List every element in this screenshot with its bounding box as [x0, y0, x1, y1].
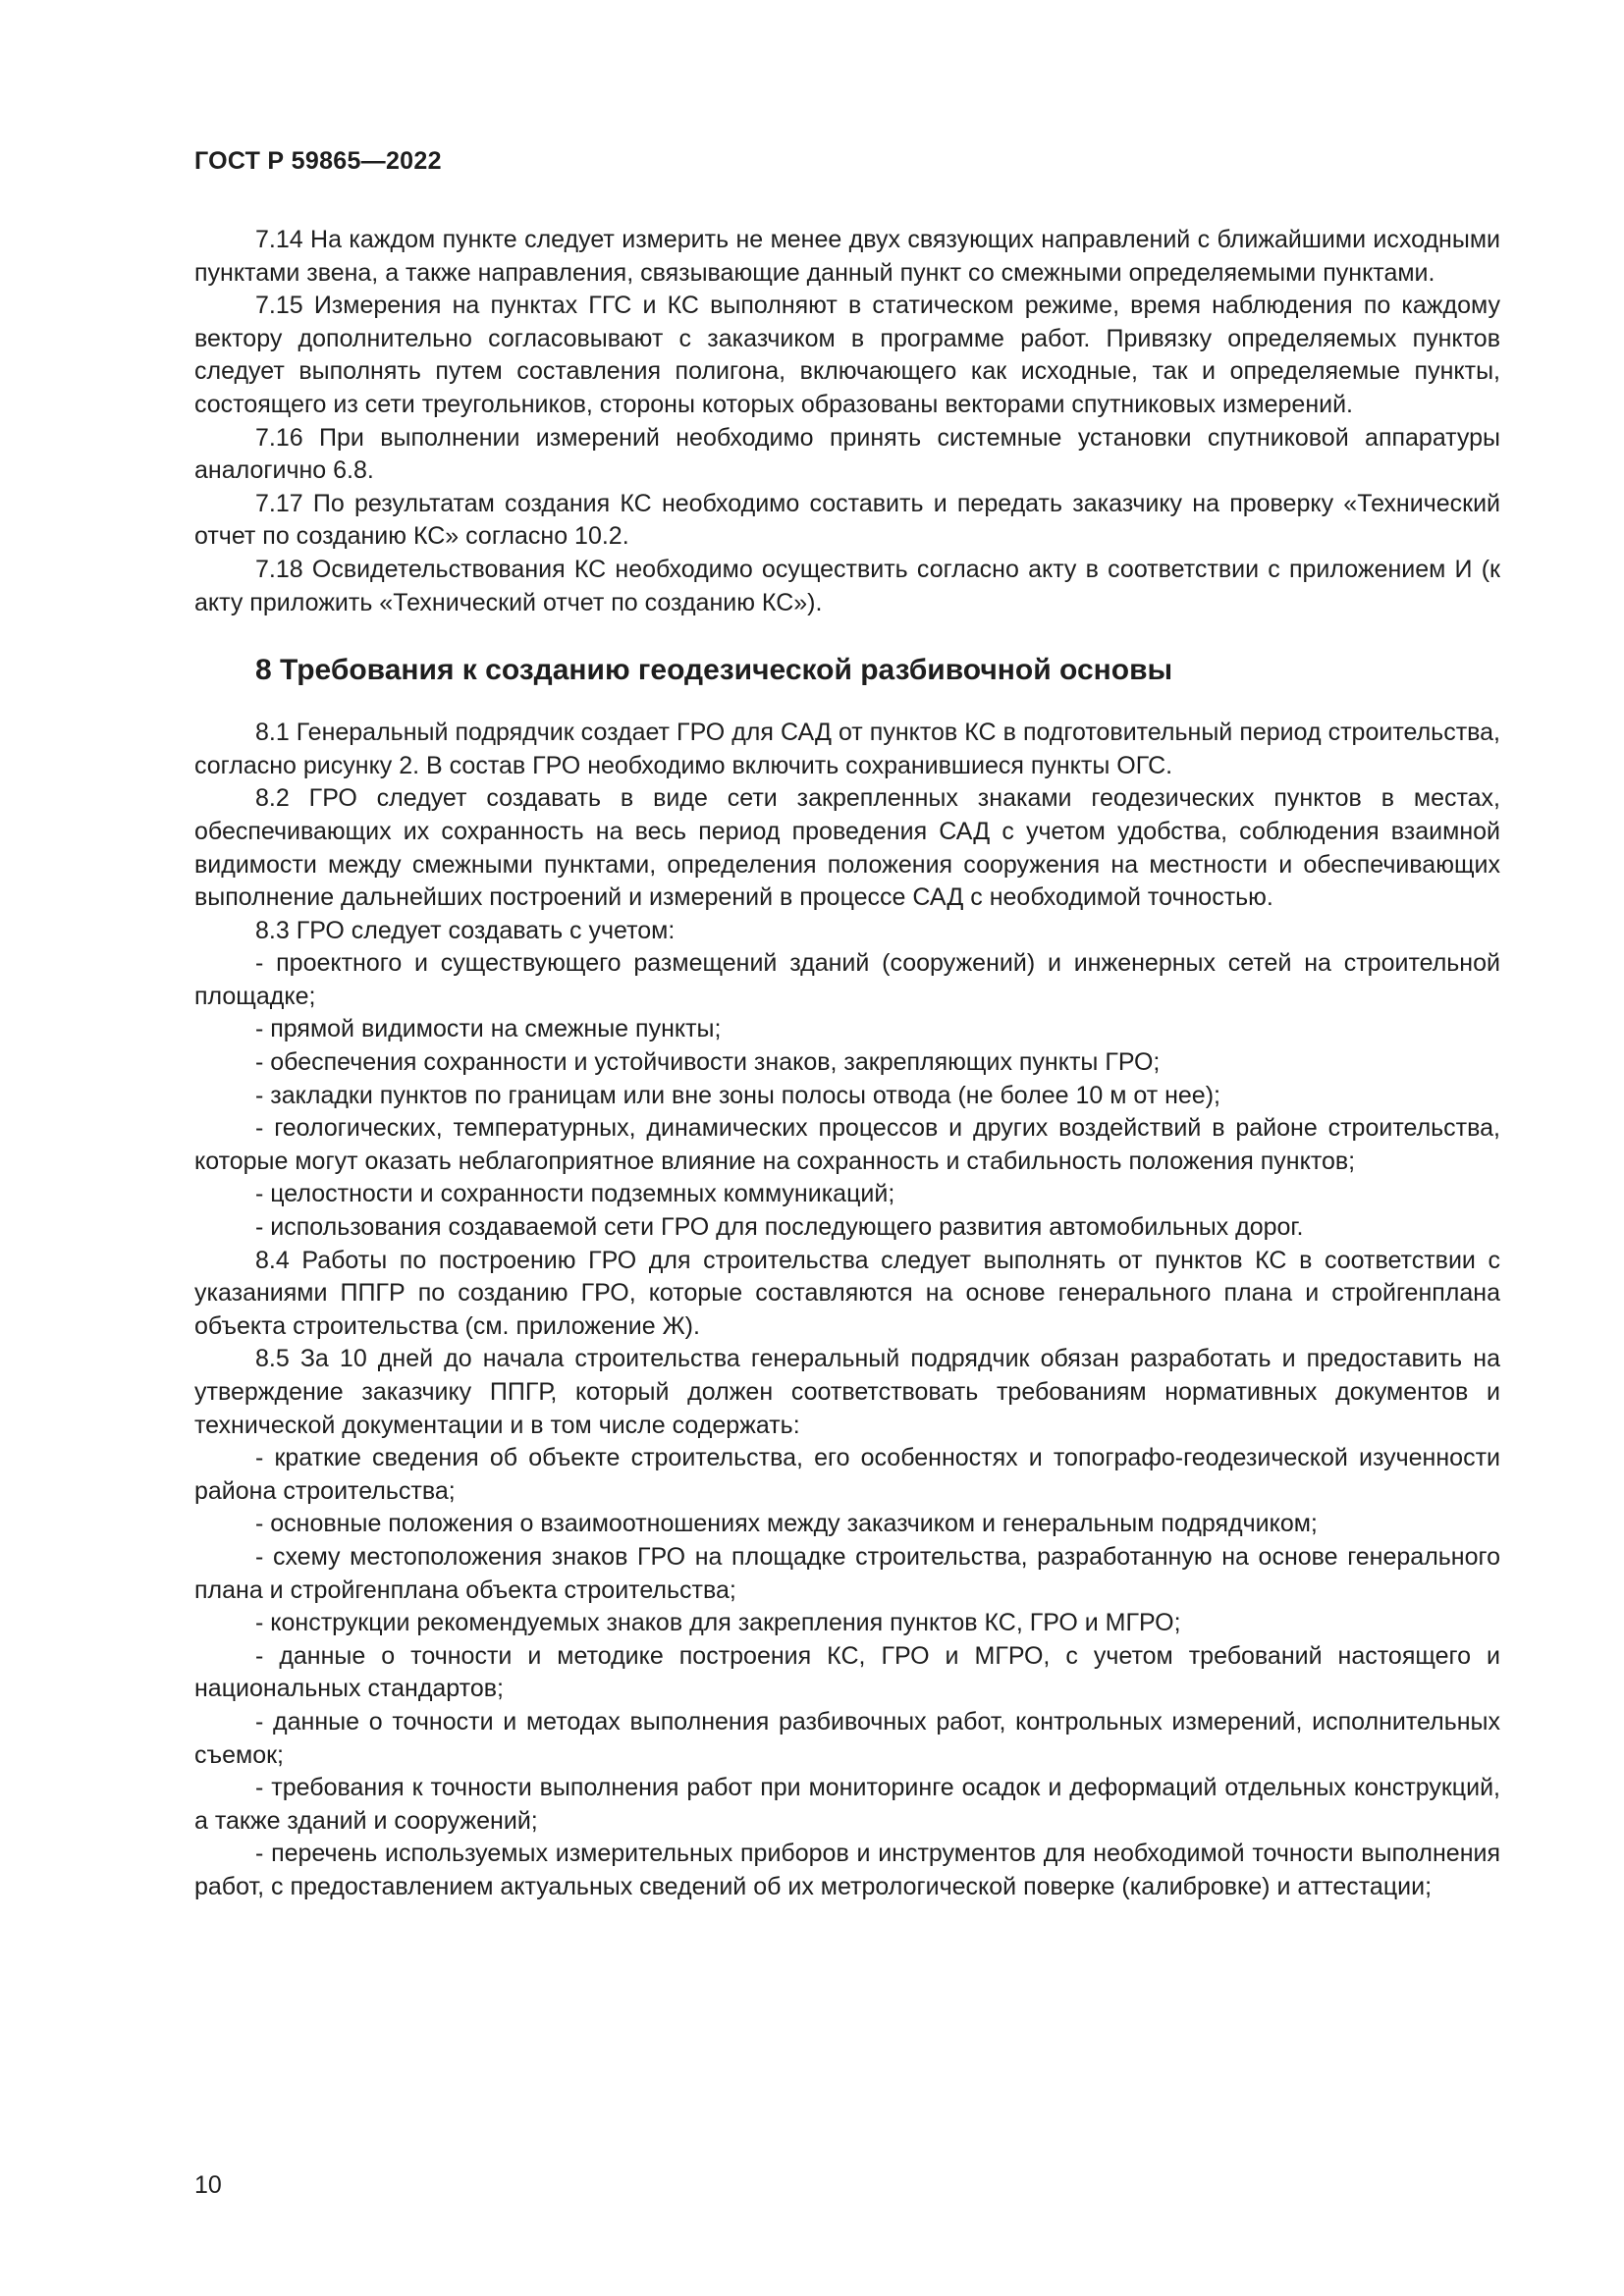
paragraph-8-1: 8.1 Генеральный подрядчик создает ГРО для САД от пунктов КС в подготовительный период строительства, согласно рисунку 2. В состав ГРО необходимо включить сохранившиеся пункты ОГС.: [194, 719, 1500, 779]
document-body: [194, 224, 1500, 1904]
list-item-8-5: - схему местоположения знаков ГРО на площадке строительства, разработанную на основе генерального плана и стройгенплана объекта строительства;: [194, 1542, 1500, 1604]
paragraph-7-15: 7.15 Измерения на пунктах ГГС и КС выполняют в статическом режиме, время наблюдения по каждому вектору дополнительно согласовывают с заказчиком в программе работ. Привязку определяемых пунктов следует выполнять путем составления полигона, включающего как исходные, так и определяемые пункты, состоящего из сети треугольников, стороны которых образованы векторами спутниковых измерений.: [194, 292, 1500, 418]
paragraph-8-3: 8.3 ГРО следует создавать с учетом:: [255, 916, 676, 944]
list-item-8-3: - использования создаваемой сети ГРО для последующего развития автомобильных дорог.: [255, 1213, 1304, 1242]
paragraph-8-5: 8.5 За 10 дней до начала строительства генеральный подрядчик обязан разработать и предоставить на утверждение заказчику ППГР, который должен соответствовать требованиям нормативных документов и технической документации и в том числе содержать:: [194, 1345, 1500, 1439]
section-8-title: 8 Требования к созданию геодезической разбивочной основы: [255, 654, 1173, 687]
list-item-8-5: - данные о точности и методах выполнения разбивочных работ, контрольных измерений, исполнительных съемок;: [194, 1707, 1500, 1769]
paragraph-7-17: 7.17 По результатам создания КС необходимо составить и передать заказчику на проверку «Технический отчет по созданию КС» согласно 10.2.: [194, 489, 1500, 551]
list-item-8-3: - закладки пунктов по границам или вне зоны полосы отвода (не более 10 м от нее);: [255, 1081, 1220, 1109]
list-item-8-5: - конструкции рекомендуемых знаков для закрепления пунктов КС, ГРО и МГРО;: [255, 1609, 1181, 1637]
paragraph-7-18: 7.18 Освидетельствования КС необходимо осуществить согласно акту в соответствии с приложением И (к акту приложить «Технический отчет по созданию КС»).: [194, 555, 1500, 616]
list-item-8-3: - обеспечения сохранности и устойчивости знаков, закрепляющих пункты ГРО;: [255, 1048, 1161, 1077]
document-header: ГОСТ Р 59865—2022: [194, 147, 442, 175]
paragraph-8-2: 8.2 ГРО следует создавать в виде сети закрепленных знаками геодезических пунктов в местах, обеспечивающих их сохранность на весь период проведения САД с учетом удобства, соблюдения взаимной видимости между смежными пунктами, определения положения сооружения на местности и обеспечивающих выполнение дальнейших построений и измерений в процессе САД с необходимой точностью.: [194, 784, 1500, 912]
list-item-8-3: - целостности и сохранности подземных коммуникаций;: [255, 1180, 895, 1208]
list-item-8-3: - геологических, температурных, динамических процессов и других воздействий в районе строительства, которые могут оказать неблагоприятное влияние на сохранность и стабильность положения пунктов;: [194, 1114, 1500, 1175]
list-item-8-3: - проектного и существующего размещений зданий (сооружений) и инженерных сетей на строительной площадке;: [194, 949, 1500, 1010]
page-number: 10: [194, 2171, 222, 2199]
list-item-8-5: - основные положения о взаимоотношениях между заказчиком и генеральным подрядчиком;: [255, 1510, 1318, 1538]
list-item-8-5: - краткие сведения об объекте строительства, его особенностях и топографо-геодезической изученности района строительства;: [194, 1444, 1500, 1505]
list-item-8-5: - перечень используемых измерительных приборов и инструментов для необходимой точности выполнения работ, с предоставлением актуальных сведений об их метрологической поверке (калибровке) и аттестации;: [194, 1840, 1500, 1900]
paragraph-7-14: 7.14 На каждом пункте следует измерить не менее двух связующих направлений с ближайшими исходными пунктами звена, а также направления, связывающие данный пункт со смежными определяемыми пунктами.: [194, 226, 1500, 287]
paragraph-8-4: 8.4 Работы по построению ГРО для строительства следует выполнять от пунктов КС в соответствии с указаниями ППГР по созданию ГРО, которые составляются на основе генерального плана и стройгенплана объекта строительства (см. приложение Ж).: [194, 1246, 1500, 1340]
list-item-8-5: - данные о точности и методике построения КС, ГРО и МГРО, с учетом требований настоящего и национальных стандартов;: [194, 1641, 1500, 1703]
paragraph-7-16: 7.16 При выполнении измерений необходимо принять системные установки спутниковой аппаратуры аналогично 6.8.: [194, 423, 1500, 485]
list-item-8-5: - требования к точности выполнения работ при мониторинге осадок и деформаций отдельных конструкций, а также зданий и сооружений;: [194, 1774, 1500, 1835]
list-item-8-3: - прямой видимости на смежные пункты;: [255, 1015, 722, 1043]
